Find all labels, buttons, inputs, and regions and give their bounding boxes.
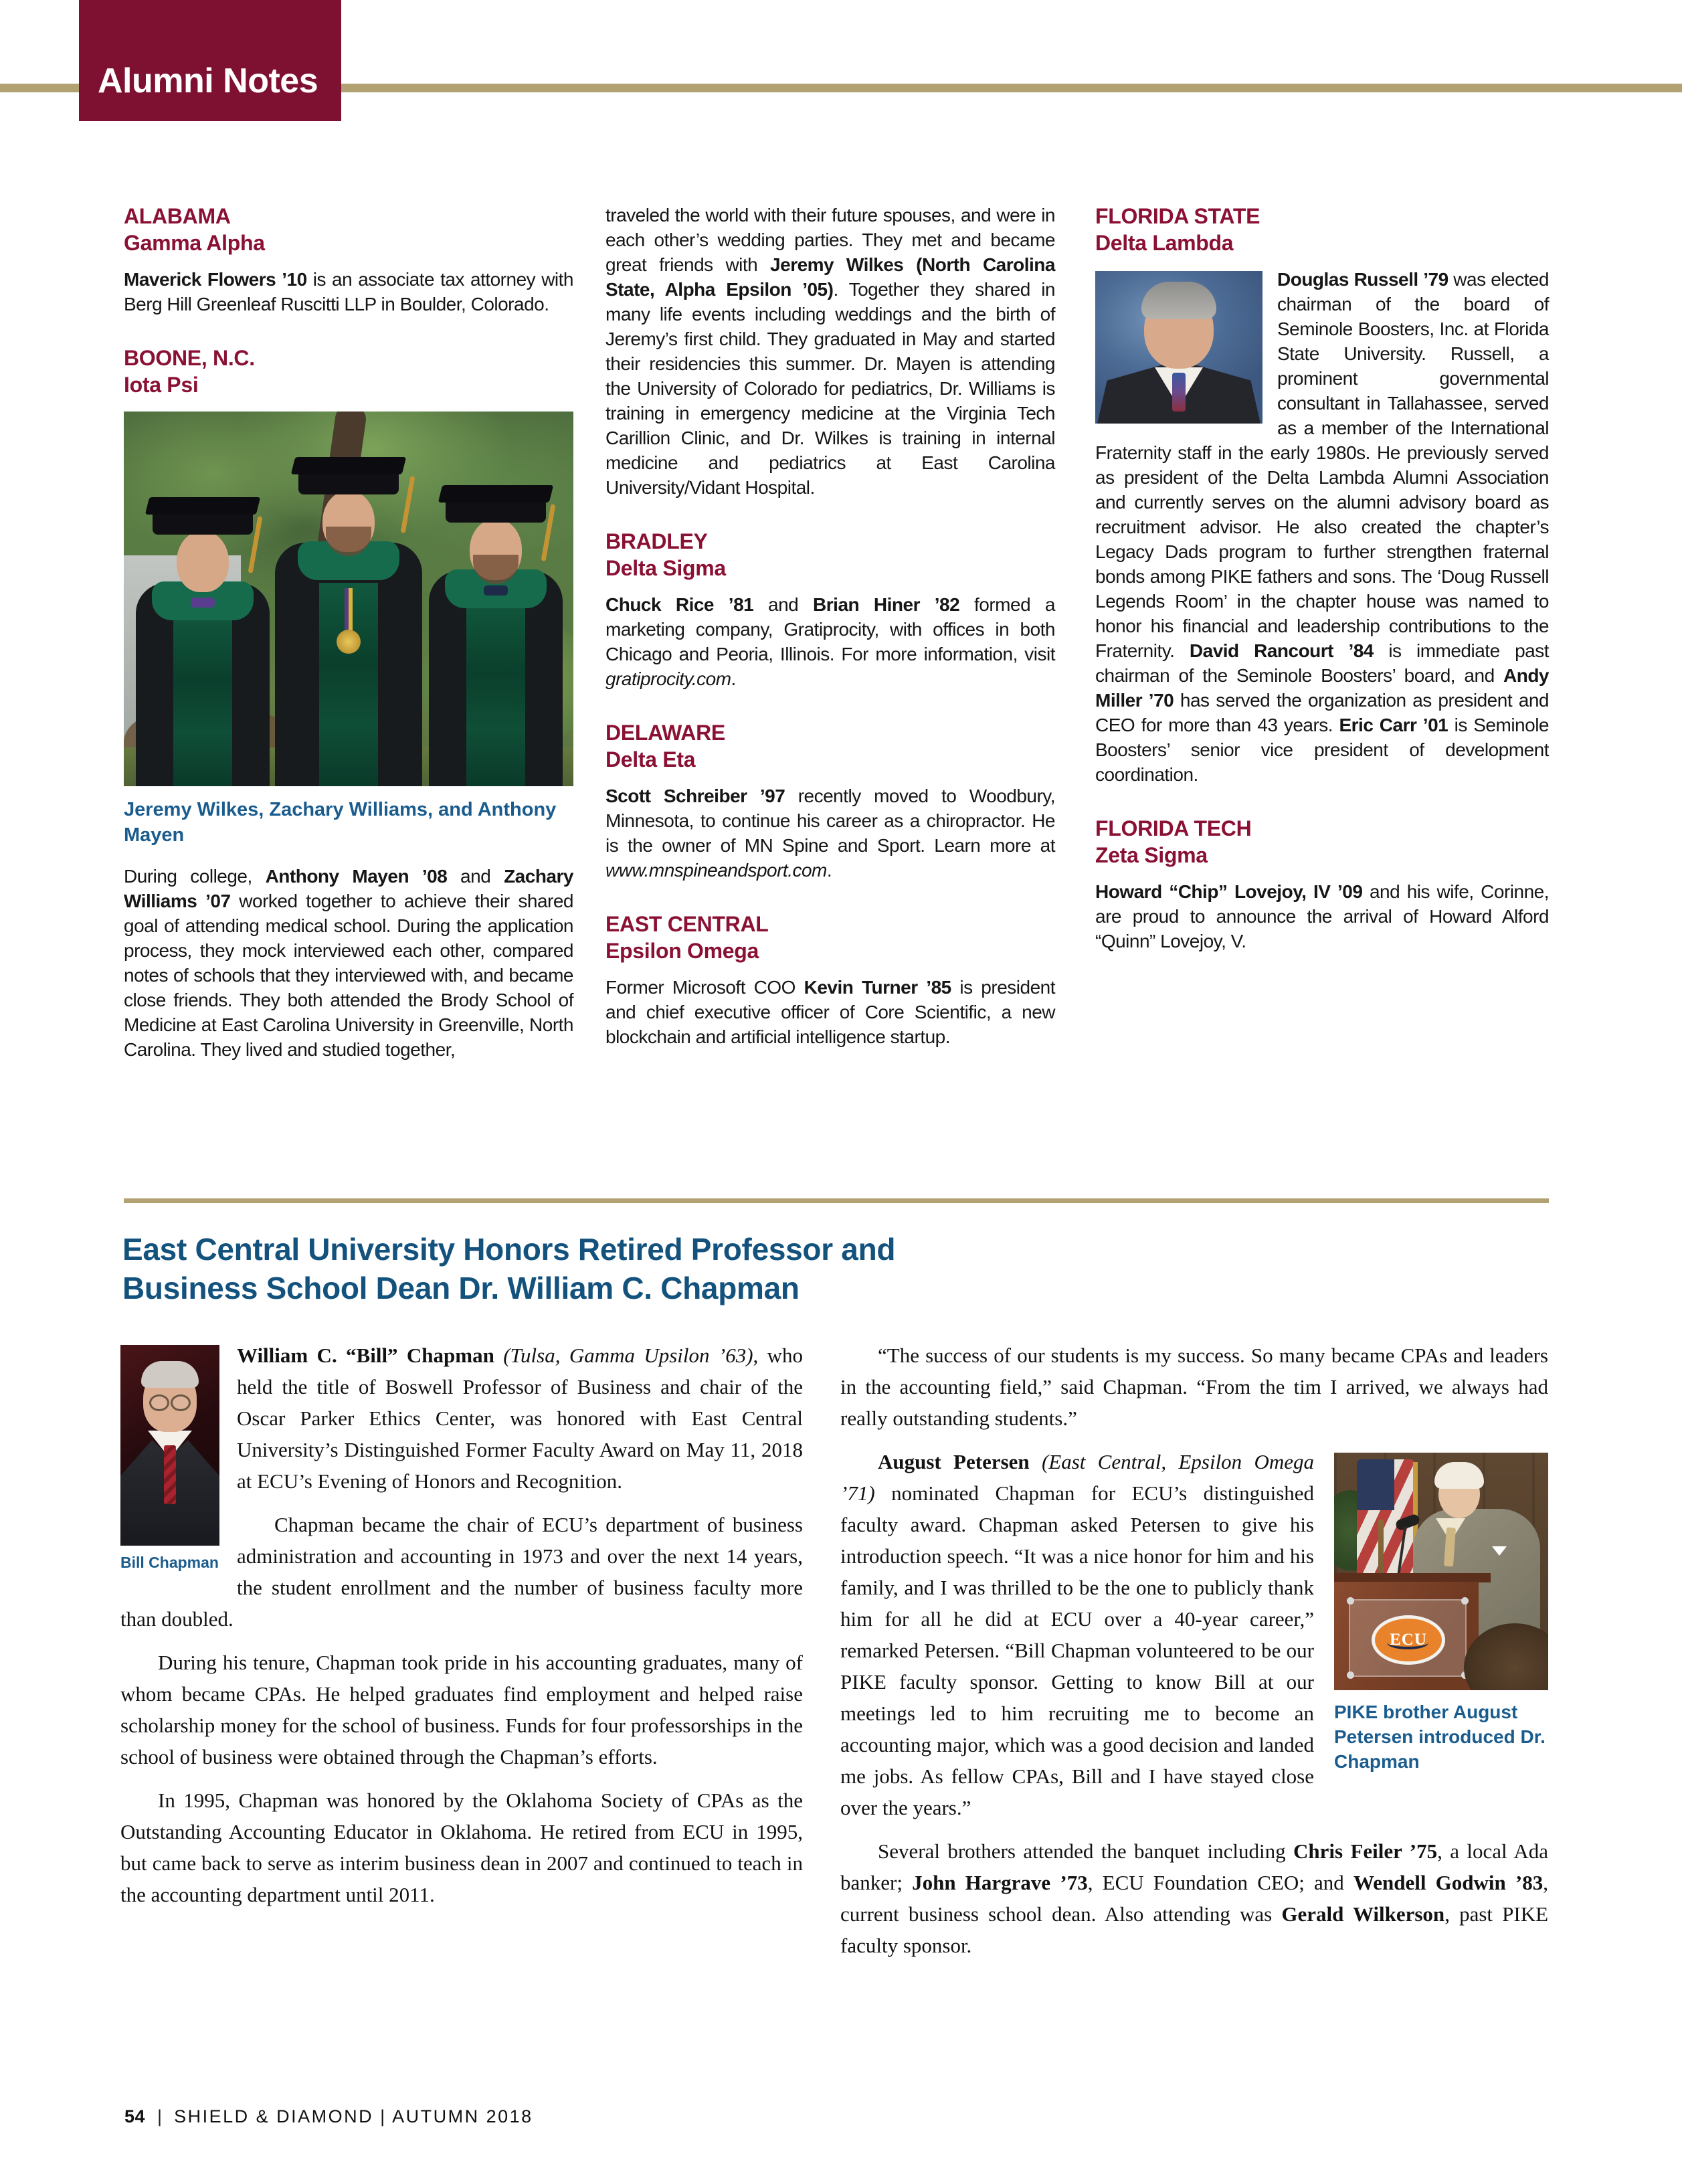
section-school-delaware: DELAWARE [605,721,725,745]
chapman-photo-caption: Bill Chapman [120,1554,219,1571]
article-column-right [840,1340,1548,1973]
section-chapter-delta-lambda: Delta Lambda [1095,231,1234,255]
speaker-hair [1434,1462,1484,1489]
graduate-left [136,497,270,786]
page-title: Alumni Notes [98,62,318,100]
note-florida-state: Douglas Russell ’79 was elected chairman of the board of Seminole Boosters, Inc. at Florida State University. Russell, a prominent governmental consultant in Tallahassee, served as a member of the International Fraternity staff in the early 1980s. He previously served as president of the Delta Lambda Alumni Association and currently serves on the alumni advisory board as recruitment advisor. He also created the chapter’s Legacy Dads program to further strengthen fraternal bonds among PIKE fathers and sons. The ‘Doug Russell Legends Room’ in the chapter house was named to honor his financial and leadership contributions to the Fraternity. David Rancourt ’84 is immediate past chairman of the Seminole Boosters’ board, and Andy Miller ’70 has served the organization as president and CEO for more than 43 years. Eric Carr ’01 is Seminole Boosters’ senior vice president of development coordination. [1095,269,1550,785]
douglas-russell-headshot-photo [1095,271,1263,424]
page-number: 54 [124,2106,146,2126]
graduate-center [275,470,422,786]
section-school-alabama: ALABAMA [124,204,231,228]
flag-canton [1357,1459,1394,1510]
podium [1334,1582,1479,1690]
note-east-central: Former Microsoft COO Kevin Turner ’85 is president and chief executive officer of Core Scientific, a new blockchain and artificial intelligence startup. [605,977,1055,1047]
article-paragraph-2: Chapman became the chair of ECU’s department of business administration and accounting in 1973 and over the next 14 years, the student enrollment and the number of business faculty more than doubled. [120,1513,803,1631]
section-chapter-gamma-alpha: Gamma Alpha [124,231,265,255]
article-paragraph-3: During his tenure, Chapman took pride in his accounting graduates, many of whom became CPAs. He helped graduates find employment and helped raise scholarship money for the school of business. Funds for four professorships in the school of business were obtained through the Chapman’s efforts. [120,1651,803,1768]
section-school-bradley: BRADLEY [605,529,708,553]
section-school-east-central: EAST CENTRAL [605,912,769,936]
page-footer [124,2106,533,2127]
section-chapter-delta-eta: Delta Eta [605,747,696,771]
headline-line-1: East Central University Honors Retired Professor and [122,1232,896,1267]
notes-column-1 [124,203,573,1082]
ecu-logo [1372,1615,1445,1665]
chapman-figure [120,1345,219,1572]
note-florida-tech: Howard “Chip” Lovejoy, IV ’09 and his wife, Corinne, are proud to announce the arrival of Howard Alford “Quinn” Lovejoy, V. [1095,881,1549,951]
petersen-figure [1334,1453,1548,1774]
podium-top [1334,1573,1491,1582]
graduate-right [429,485,563,786]
article-column-left [120,1340,803,1922]
glasses [148,1394,192,1409]
ecu-logo-text: ECU [1390,1631,1427,1649]
note-bradley: Chuck Rice ’81 and Brian Hiner ’82 formed a marketing company, Gratiprocity, with offices in both Chicago and Peoria, Illinois. For more information, visit gratiprocity.com. [605,594,1056,689]
article-closing-paragraph: Several brothers attended the banquet including Chris Feiler ’75, a local Ada banker; John Hargrave ’73, ECU Foundation CEO; and Wendell Godwin ’83, current business school dean. Also attending was Gerald Wilkerson, past PIKE faculty sponsor. [840,1839,1549,1957]
hair [1141,282,1216,319]
article-paragraph-1: William C. “Bill” Chapman (Tulsa, Gamma Upsilon ’63), who held the title of Boswell Professor of Business and chair of the Oscar Parker Ethics Center, was honored with East Central University’s Distinguished Former Faculty Award on May 11, 2018 at ECU’s Evening of Honors and Recognition. [237,1344,804,1493]
section-school-boone: BOONE, N.C. [124,346,255,370]
footer-text: SHIELD & DIAMOND | AUTUMN 2018 [174,2106,533,2126]
notes-column-2 [605,203,1055,1069]
notes-column-3 [1095,203,1549,974]
section-chapter-delta-sigma: Delta Sigma [605,556,726,580]
note-boone: During college, Anthony Mayen ’08 and Zachary Williams ’07 worked together to achieve their shared goal of attending medical school. During the application process, they mock interviewed each other, compared notes of schools that they interviewed with, and became close friends. They both attended the Brody School of Medicine at East Carolina University in Greenville, North Carolina. They lived and studied together, [124,866,574,1060]
petersen-podium-photo [1334,1453,1548,1690]
section-school-florida-state: FLORIDA STATE [1095,204,1260,228]
petersen-photo-caption: PIKE brother August Petersen introduced Dr. Chapman [1334,1702,1546,1772]
section-chapter-epsilon-omega: Epsilon Omega [605,939,759,963]
note-alabama: Maverick Flowers ’10 is an associate tax attorney with Berg Hill Greenleaf Ruscitti LLP in Boulder, Colorado. [124,269,573,314]
article-paragraph-4: In 1995, Chapman was honored by the Oklahoma Society of CPAs as the Outstanding Accounting Educator in Oklahoma. He retired from ECU in 1995, but came back to serve as interim business dean in 2007 and continued to teach in the accounting department until 2011. [120,1789,803,1906]
section-school-florida-tech: FLORIDA TECH [1095,816,1252,840]
bill-chapman-portrait-photo [120,1345,219,1546]
iota-psi-photo-caption: Jeremy Wilkes, Zachary Williams, and Anthony Mayen [124,799,557,846]
tie [1172,373,1186,412]
iota-psi-graduation-photo [124,412,573,786]
article-divider-rule [124,1198,1549,1203]
headline-line-2: Business School Dean Dr. William C. Chapman [122,1271,800,1305]
section-chapter-zeta-sigma: Zeta Sigma [1095,843,1208,867]
alumni-notes-banner [79,0,341,121]
hair [141,1361,199,1388]
acrylic-plaque [1349,1599,1467,1677]
footer-separator: | [157,2106,163,2126]
note-delaware: Scott Schreiber ’97 recently moved to Woodbury, Minnesota, to continue his career as a chiropractor. He is the owner of MN Spine and Sport. Learn more at www.mnspineandsport.com. [605,786,1056,881]
article-petersen-paragraph: August Petersen (East Central, Epsilon Omega ’71) nominated Chapman for ECU’s distinguished faculty award. Chapman asked Petersen to give his introduction speech. “It was a nice honor for him and his family, and I was thrilled to be the one to publicly thank him for all he did at ECU over a 40-year career,” remarked Petersen. “Bill Chapman volunteered to be our PIKE faculty sponsor. Getting to know Bill at our meetings led to him recruiting me to become an accounting major, which was a good decision and landed me jobs. As fellow CPAs, Bill and I have stayed close over the years.” [840,1450,1315,1819]
tie [164,1445,176,1504]
section-chapter-iota-psi: Iota Psi [124,373,199,397]
article-headline [122,1230,895,1307]
article-quote-paragraph: “The success of our students is my success. So many became CPAs and leaders in the accounting field,” said Chapman. “From the tim I arrived, we always had really outstanding students.” [840,1344,1548,1430]
note-boone-continuation: traveled the world with their future spouses, and were in each other’s wedding parties. They met and became great friends with Jeremy Wilkes (North Carolina State, Alpha Epsilon ’05). Together they shared in many life events including weddings and the birth of Jeremy’s first child. They graduated in May and started their residencies this summer. Dr. Mayen is attending the University of Colorado for pediatrics, Dr. Williams is training in emergency medicine at the Virginia Tech Carillion Clinic, and Dr. Wilkes is training in internal medicine and pediatrics at East Carolina University/Vidant Hospital. [605,205,1055,498]
